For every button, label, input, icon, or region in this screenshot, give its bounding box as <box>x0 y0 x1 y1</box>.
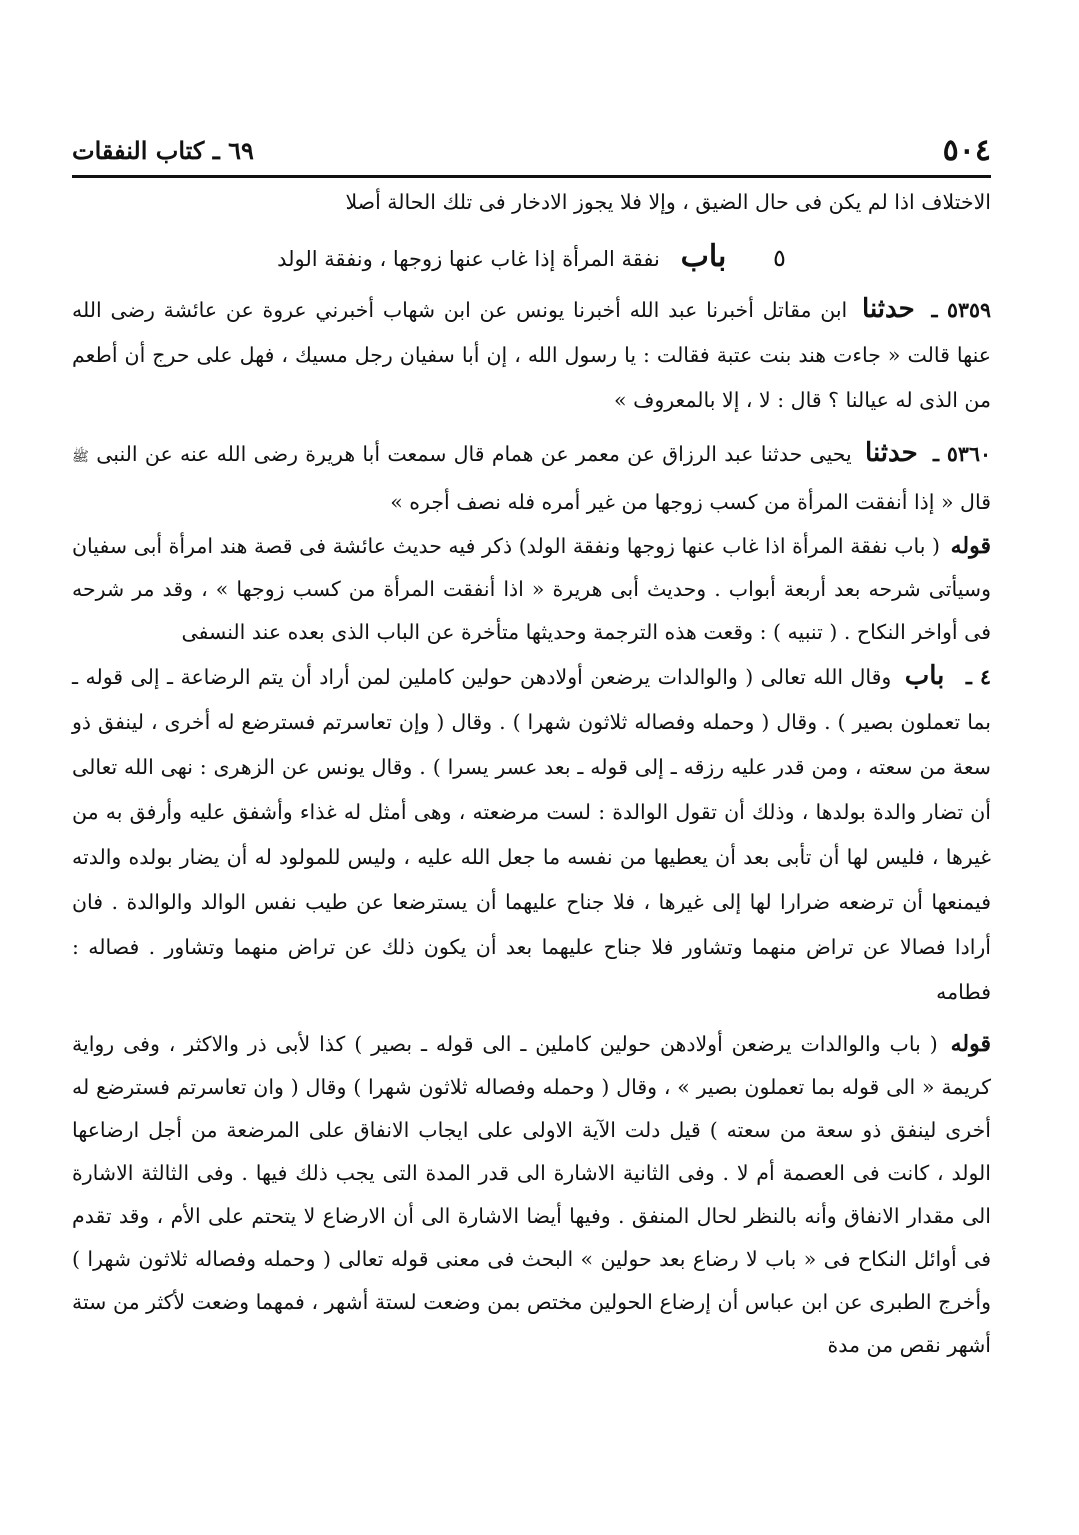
page-body <box>72 180 991 1367</box>
bab-4-word: باب <box>904 661 945 691</box>
intro-line: الاختلاف اذا لم يكن فى حال الضيق ، وإلا فلا يجوز الادخار فى تلك الحالة أصلا <box>345 190 991 214</box>
bab-4-text: وقال الله تعالى ( والوالدات يرضعن أولادهن حولين كاملين لمن أراد أن يتم الرضاعة ـ إلى قوله ـ بما تعملون بصير ) . وقال ( وحمله وفصاله ثلاثون شهرا ) . وقال ( وإن تعاسرتم فسترضع له أخرى ، لينفق ذو سعة من سعته ، ومن قدر عليه رزقه ـ إلى قوله ـ بعد عسر يسرا ) . وقال يونس عن الزهرى : نهى الله تعالى أن تضار والدة بولدها ، وذلك أن تقول الوالدة : لست مرضعته ، وهى أمثل له غذاء وأشفق عليه وأرفق به من غيرها ، فليس لها أن تأبى بعد أن يعطيها من نفسه ما جعل الله عليه ، وليس للمولود له أن يضار بولده والدته فيمنعها أن ترضعه ضرارا لها إلى غيرها ، فلا جناح عليهما أن يسترضعا عن طيب نفس الوالد والوالدة . فان أرادا فصالا عن تراض منهما وتشاور فلا جناح عليهما بعد أن يكون ذلك عن تراض منهما وتشاور . فصاله : فطامه <box>72 665 991 1004</box>
bab-5-word: باب <box>680 239 727 274</box>
hadith-5360-text-before: يحيى حدثنا عبد الرزاق عن معمر عن همام قال سمعت أبا هريرة رضى الله عنه عن النبى <box>96 442 852 466</box>
hadith-5359-text: ابن مقاتل أخبرنا عبد الله أخبرنا يونس عن ابن شهاب أخبرني عروة عن عائشة رضى الله عنها قالت « جاءت هند بنت عتبة فقالت : يا رسول الله ، إن أبا سفيان رجل مسيك ، فهل على حرج أن أطعم من الذى له عيالنا ؟ قال : لا ، إلا بالمعروف » <box>72 298 991 412</box>
commentary-1-text: ( باب نفقة المرأة اذا غاب عنها زوجها ونفقة الولد) ذكر فيه حديث عائشة فى قصة هند امرأة أبى سفيان وسيأتى شرحه بعد أربعة أبواب . وحديث أبى هريرة « اذا أنفقت المرأة من كسب زوجها » ، وقد مر شرحه فى أواخر النكاح . ( تنبيه ) : وقعت هذه الترجمة وحديثها متأخرة عن الباب الذى بعده عند النسفى <box>72 534 991 644</box>
commentary-2 <box>72 1023 991 1367</box>
hadith-5359-number: ٥٣٥٩ ـ <box>931 298 991 322</box>
page-number: ٥٠٤ <box>942 132 991 168</box>
salutation-symbol: ﷺ <box>72 449 89 465</box>
bab-4-section <box>72 654 991 1015</box>
bab-4-number: ٤ ـ <box>965 665 991 689</box>
bab-5-heading <box>72 229 991 287</box>
bab-5-title: نفقة المرأة إذا غاب عنها زوجها ، ونفقة الولد <box>277 247 660 271</box>
bab-5-number: ٥ <box>773 244 786 272</box>
hadith-5359 <box>72 287 991 423</box>
header-rule <box>72 175 991 178</box>
hadith-5359-haddathana: حدثنا <box>862 294 915 324</box>
hadith-5360-haddathana: حدثنا <box>865 438 918 468</box>
page-header <box>72 128 991 172</box>
commentary-1-lead: قوله <box>950 533 991 559</box>
commentary-2-text: ( باب والوالدات يرضعن أولادهن حولين كاملين ـ الى قوله ـ بصير ) كذا لأبى ذر والاكثر ، وفى رواية كريمة « الى قوله بما تعملون بصير » ، وقال ( وحمله وفصاله ثلاثون شهرا ) وقال ( وان تعاسرتم فسترضع له أخرى لينفق ذو سعة من سعته ) قيل دلت الآية الاولى على ايجاب الانفاق على المرضعة من أجل ارضاعها الولد ، كانت فى العصمة أم لا . وفى الثانية الاشارة الى قدر المدة التى يجب ذلك فيها . وفى الثالثة الاشارة الى مقدار الانفاق وأنه بالنظر لحال المنفق . وفيها أيضا الاشارة الى أن الارضاع لا يتحتم على الأم ، وقد تقدم فى أوائل النكاح فى « باب لا رضاع بعد حولين » البحث فى معنى قوله تعالى ( وحمله وفصاله ثلاثون شهرا ) وأخرج الطبرى عن ابن عباس أن إرضاع الحولين مختص بمن وضعت لستة أشهر ، فمهما وضعت لأكثر من ستة أشهر نقص من مدة <box>72 1032 991 1357</box>
commentary-1 <box>72 525 991 654</box>
hadith-5360-text-after: قال « إذا أنفقت المرأة من كسب زوجها من غير أمره فله نصف أجره » <box>390 490 991 514</box>
hadith-5360-number: ٥٣٦٠ ـ <box>933 442 991 466</box>
commentary-2-lead: قوله <box>950 1031 991 1057</box>
hadith-5360 <box>72 431 991 525</box>
running-title: ٦٩ ـ كتاب النفقات <box>72 135 254 165</box>
